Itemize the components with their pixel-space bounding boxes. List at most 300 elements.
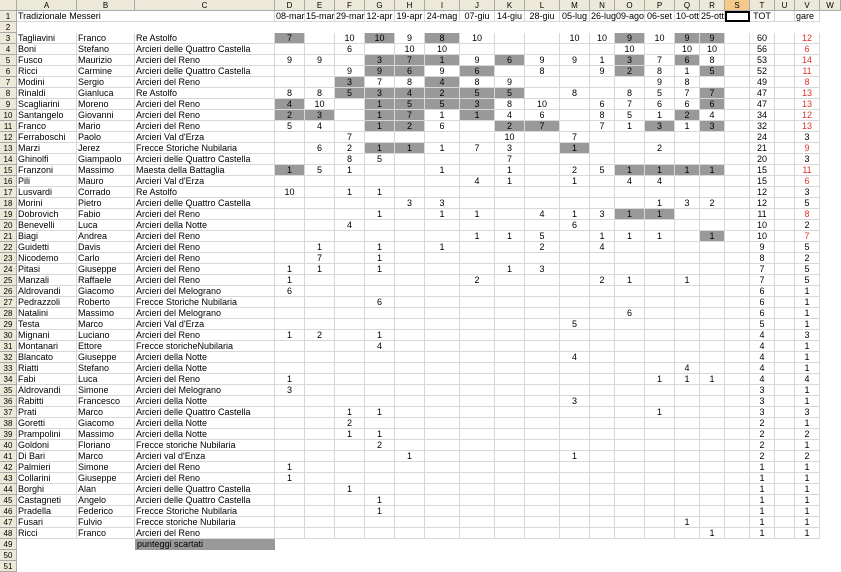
score-cell[interactable] <box>495 385 525 396</box>
gare-count-cell[interactable]: 5 <box>795 198 820 209</box>
score-cell[interactable] <box>395 418 425 429</box>
score-cell[interactable]: 3 <box>525 264 560 275</box>
score-cell[interactable] <box>335 242 365 253</box>
score-cell[interactable] <box>335 374 365 385</box>
score-cell[interactable]: 1 <box>365 407 395 418</box>
last-name-cell[interactable]: Benevelli <box>17 220 77 231</box>
first-name-cell[interactable]: Mario <box>77 121 135 132</box>
score-cell[interactable] <box>590 352 615 363</box>
score-cell[interactable] <box>495 528 525 539</box>
spacer-cell[interactable] <box>725 88 750 99</box>
score-cell[interactable] <box>525 220 560 231</box>
date-header[interactable]: 29-mar <box>336 11 365 21</box>
total-cell[interactable]: 52 <box>750 66 775 77</box>
spacer-cell[interactable] <box>725 308 750 319</box>
score-cell[interactable]: 1 <box>460 231 495 242</box>
score-cell[interactable]: 6 <box>645 99 675 110</box>
score-cell[interactable] <box>615 143 645 154</box>
score-cell[interactable] <box>525 341 560 352</box>
spacer-cell[interactable] <box>775 110 795 121</box>
score-cell[interactable] <box>275 396 305 407</box>
spacer-cell[interactable] <box>775 396 795 407</box>
discarded-score-cell[interactable]: 2 <box>675 110 700 121</box>
score-cell[interactable] <box>395 220 425 231</box>
score-cell[interactable] <box>395 253 425 264</box>
score-cell[interactable] <box>615 220 645 231</box>
score-cell[interactable]: 1 <box>365 495 395 506</box>
score-cell[interactable]: 7 <box>460 143 495 154</box>
discarded-score-cell[interactable]: 3 <box>645 121 675 132</box>
score-cell[interactable]: 3 <box>395 198 425 209</box>
score-cell[interactable]: 10 <box>335 33 365 44</box>
score-cell[interactable] <box>460 187 495 198</box>
score-cell[interactable] <box>495 517 525 528</box>
score-cell[interactable]: 6 <box>305 143 335 154</box>
score-cell[interactable]: 8 <box>590 110 615 121</box>
discarded-score-cell[interactable]: 7 <box>395 110 425 121</box>
spacer-cell[interactable] <box>775 187 795 198</box>
spacer-cell[interactable] <box>725 231 750 242</box>
score-cell[interactable] <box>615 374 645 385</box>
score-cell[interactable] <box>495 220 525 231</box>
total-cell[interactable]: 15 <box>750 176 775 187</box>
score-cell[interactable]: 1 <box>335 187 365 198</box>
score-cell[interactable] <box>675 286 700 297</box>
total-cell[interactable]: 6 <box>750 308 775 319</box>
score-cell[interactable]: 1 <box>425 143 460 154</box>
score-cell[interactable] <box>700 407 725 418</box>
gare-count-cell[interactable]: 11 <box>795 66 820 77</box>
spacer-cell[interactable] <box>725 506 750 517</box>
discarded-score-cell[interactable]: 10 <box>365 33 395 44</box>
first-name-cell[interactable]: Fulvio <box>77 517 135 528</box>
spacer-cell[interactable] <box>775 407 795 418</box>
total-cell[interactable]: 4 <box>750 330 775 341</box>
score-cell[interactable] <box>335 198 365 209</box>
score-cell[interactable]: 10 <box>495 132 525 143</box>
score-cell[interactable] <box>560 77 590 88</box>
score-cell[interactable] <box>615 319 645 330</box>
score-cell[interactable] <box>460 132 495 143</box>
spacer-cell[interactable] <box>725 154 750 165</box>
discarded-score-cell[interactable]: 1 <box>700 231 725 242</box>
discarded-score-cell[interactable]: 1 <box>460 110 495 121</box>
score-cell[interactable] <box>615 451 645 462</box>
discarded-score-cell[interactable]: 1 <box>675 165 700 176</box>
first-name-cell[interactable]: Andrea <box>77 231 135 242</box>
score-cell[interactable] <box>275 231 305 242</box>
discarded-score-cell[interactable]: 5 <box>495 88 525 99</box>
score-cell[interactable] <box>425 396 460 407</box>
score-cell[interactable] <box>700 484 725 495</box>
gare-count-cell[interactable]: 6 <box>795 44 820 55</box>
last-name-cell[interactable]: Aldrovandi <box>17 385 77 396</box>
last-name-cell[interactable]: Franco <box>17 121 77 132</box>
club-cell[interactable]: Arcieri del Reno <box>135 209 275 220</box>
discarded-score-cell[interactable]: 7 <box>700 88 725 99</box>
score-cell[interactable]: 8 <box>275 88 305 99</box>
score-cell[interactable] <box>675 440 700 451</box>
score-cell[interactable] <box>525 176 560 187</box>
club-cell[interactable]: Arcieri del Melograno <box>135 308 275 319</box>
gare-count-cell[interactable]: 5 <box>795 275 820 286</box>
score-cell[interactable] <box>395 308 425 319</box>
row-header[interactable]: 35 <box>0 385 17 396</box>
last-name-cell[interactable]: Castagneti <box>17 495 77 506</box>
discarded-score-cell[interactable]: 9 <box>365 66 395 77</box>
score-cell[interactable]: 5 <box>525 231 560 242</box>
score-cell[interactable] <box>700 330 725 341</box>
last-name-cell[interactable]: Pitasi <box>17 264 77 275</box>
score-cell[interactable] <box>275 418 305 429</box>
score-cell[interactable] <box>590 88 615 99</box>
score-cell[interactable] <box>460 418 495 429</box>
score-cell[interactable] <box>675 187 700 198</box>
score-cell[interactable] <box>675 297 700 308</box>
score-cell[interactable]: 9 <box>525 55 560 66</box>
score-cell[interactable] <box>335 385 365 396</box>
score-cell[interactable] <box>525 495 560 506</box>
spacer-cell[interactable] <box>725 253 750 264</box>
gare-count-cell[interactable]: 14 <box>795 55 820 66</box>
score-cell[interactable] <box>645 286 675 297</box>
score-cell[interactable]: 1 <box>645 407 675 418</box>
gare-count-cell[interactable]: 3 <box>795 330 820 341</box>
score-cell[interactable] <box>525 308 560 319</box>
total-cell[interactable]: 15 <box>750 165 775 176</box>
score-cell[interactable] <box>365 132 395 143</box>
score-cell[interactable] <box>395 231 425 242</box>
total-cell[interactable]: 20 <box>750 154 775 165</box>
column-header-q[interactable]: Q <box>675 0 700 11</box>
score-cell[interactable] <box>395 363 425 374</box>
discarded-score-cell[interactable]: 4 <box>275 99 305 110</box>
row-header[interactable]: 25 <box>0 275 17 286</box>
score-cell[interactable] <box>365 385 395 396</box>
column-header-m[interactable]: M <box>560 0 590 11</box>
score-cell[interactable] <box>305 528 335 539</box>
club-cell[interactable]: Arcieri delle Quattro Castella <box>135 66 275 77</box>
score-cell[interactable] <box>305 495 335 506</box>
score-cell[interactable]: 1 <box>590 231 615 242</box>
first-name-cell[interactable]: Pietro <box>77 198 135 209</box>
row-header[interactable]: 45 <box>0 495 17 506</box>
discarded-score-cell[interactable]: 7 <box>395 55 425 66</box>
score-cell[interactable]: 4 <box>560 352 590 363</box>
club-cell[interactable]: Frecce Storiche Nubilaria <box>135 297 275 308</box>
score-cell[interactable] <box>590 495 615 506</box>
row-header[interactable]: 16 <box>0 176 17 187</box>
club-cell[interactable]: Arcieri del Reno <box>135 121 275 132</box>
score-cell[interactable] <box>395 275 425 286</box>
score-cell[interactable]: 4 <box>615 176 645 187</box>
last-name-cell[interactable]: Dobrovich <box>17 209 77 220</box>
row-header[interactable]: 2 <box>0 22 17 33</box>
score-cell[interactable] <box>335 473 365 484</box>
total-cell[interactable]: 34 <box>750 110 775 121</box>
row-header[interactable]: 23 <box>0 253 17 264</box>
score-cell[interactable] <box>700 77 725 88</box>
score-cell[interactable] <box>425 495 460 506</box>
row-header[interactable]: 43 <box>0 473 17 484</box>
score-cell[interactable] <box>365 319 395 330</box>
score-cell[interactable] <box>460 253 495 264</box>
first-name-cell[interactable]: Ettore <box>77 341 135 352</box>
row-header[interactable]: 34 <box>0 374 17 385</box>
score-cell[interactable] <box>590 462 615 473</box>
row-header[interactable]: 47 <box>0 517 17 528</box>
spacer-cell[interactable] <box>725 77 750 88</box>
score-cell[interactable] <box>275 528 305 539</box>
score-cell[interactable] <box>560 187 590 198</box>
spacer-cell[interactable] <box>725 187 750 198</box>
score-cell[interactable] <box>460 451 495 462</box>
discarded-score-cell[interactable]: 3 <box>365 55 395 66</box>
score-cell[interactable] <box>645 495 675 506</box>
score-cell[interactable] <box>305 484 335 495</box>
spacer-cell[interactable] <box>725 517 750 528</box>
club-cell[interactable]: Frecce storicheNubilaria <box>135 341 275 352</box>
score-cell[interactable] <box>590 132 615 143</box>
score-cell[interactable] <box>425 319 460 330</box>
gare-count-cell[interactable]: 1 <box>795 396 820 407</box>
score-cell[interactable] <box>335 495 365 506</box>
score-cell[interactable]: 6 <box>525 110 560 121</box>
total-cell[interactable]: 11 <box>750 209 775 220</box>
spacer-cell[interactable] <box>775 473 795 484</box>
score-cell[interactable] <box>425 418 460 429</box>
score-cell[interactable]: 5 <box>590 165 615 176</box>
first-name-cell[interactable]: Mauro <box>77 176 135 187</box>
score-cell[interactable] <box>525 275 560 286</box>
score-cell[interactable] <box>615 385 645 396</box>
spacer-cell[interactable] <box>725 418 750 429</box>
row-header[interactable]: 29 <box>0 319 17 330</box>
score-cell[interactable] <box>460 165 495 176</box>
score-cell[interactable] <box>560 242 590 253</box>
total-cell[interactable]: 9 <box>750 242 775 253</box>
spacer-cell[interactable] <box>775 143 795 154</box>
score-cell[interactable] <box>275 44 305 55</box>
score-cell[interactable] <box>275 429 305 440</box>
total-cell[interactable]: 47 <box>750 99 775 110</box>
spacer-cell[interactable] <box>725 528 750 539</box>
score-cell[interactable] <box>560 363 590 374</box>
score-cell[interactable] <box>335 528 365 539</box>
club-cell[interactable]: Arcieri delle Quattro Castella <box>135 44 275 55</box>
score-cell[interactable] <box>395 440 425 451</box>
score-cell[interactable]: 8 <box>495 99 525 110</box>
last-name-cell[interactable]: Boni <box>17 44 77 55</box>
row-header[interactable]: 27 <box>0 297 17 308</box>
spacer-cell[interactable] <box>775 462 795 473</box>
score-cell[interactable] <box>460 154 495 165</box>
score-cell[interactable]: 1 <box>275 374 305 385</box>
discarded-score-cell[interactable]: 6 <box>495 55 525 66</box>
club-cell[interactable]: Arcieri Val d'Erza <box>135 176 275 187</box>
row-header[interactable]: 11 <box>0 121 17 132</box>
score-cell[interactable] <box>305 154 335 165</box>
score-cell[interactable] <box>590 528 615 539</box>
date-header[interactable]: 19-apr <box>395 11 425 22</box>
score-cell[interactable]: 1 <box>365 187 395 198</box>
score-cell[interactable] <box>560 297 590 308</box>
row-header[interactable]: 17 <box>0 187 17 198</box>
score-cell[interactable] <box>460 220 495 231</box>
row-header[interactable]: 22 <box>0 242 17 253</box>
discarded-score-cell[interactable]: 2 <box>495 121 525 132</box>
discarded-score-cell[interactable]: 2 <box>425 88 460 99</box>
last-name-cell[interactable]: Modini <box>17 77 77 88</box>
score-cell[interactable]: 1 <box>365 242 395 253</box>
row-header[interactable]: 42 <box>0 462 17 473</box>
spacer-cell[interactable] <box>725 385 750 396</box>
spacer-cell[interactable] <box>725 209 750 220</box>
score-cell[interactable] <box>675 209 700 220</box>
score-cell[interactable] <box>305 275 335 286</box>
column-header-i[interactable]: I <box>425 0 460 11</box>
gare-count-cell[interactable]: 13 <box>795 88 820 99</box>
score-cell[interactable]: 8 <box>645 66 675 77</box>
score-cell[interactable] <box>675 473 700 484</box>
total-cell[interactable]: 1 <box>750 506 775 517</box>
first-name-cell[interactable]: Franco <box>77 33 135 44</box>
score-cell[interactable] <box>365 308 395 319</box>
score-cell[interactable] <box>560 418 590 429</box>
club-cell[interactable]: Arcieri del Reno <box>135 231 275 242</box>
row-header[interactable]: 5 <box>0 55 17 66</box>
score-cell[interactable] <box>425 341 460 352</box>
score-cell[interactable] <box>615 363 645 374</box>
score-cell[interactable]: 6 <box>590 99 615 110</box>
gare-count-cell[interactable]: 1 <box>795 495 820 506</box>
score-cell[interactable] <box>395 374 425 385</box>
total-cell[interactable]: 12 <box>750 198 775 209</box>
gare-count-cell[interactable]: 13 <box>795 99 820 110</box>
score-cell[interactable] <box>275 220 305 231</box>
score-cell[interactable] <box>645 363 675 374</box>
score-cell[interactable] <box>645 319 675 330</box>
score-cell[interactable]: 9 <box>460 55 495 66</box>
score-cell[interactable]: 1 <box>615 275 645 286</box>
club-cell[interactable]: Arcieri della Notte <box>135 396 275 407</box>
first-name-cell[interactable]: Marco <box>77 451 135 462</box>
score-cell[interactable] <box>275 297 305 308</box>
row-header[interactable]: 39 <box>0 429 17 440</box>
score-cell[interactable] <box>560 517 590 528</box>
score-cell[interactable]: 7 <box>645 55 675 66</box>
gare-count-cell[interactable]: 3 <box>795 407 820 418</box>
score-cell[interactable] <box>675 176 700 187</box>
spacer-cell[interactable] <box>775 308 795 319</box>
score-cell[interactable] <box>525 528 560 539</box>
spacer-cell[interactable] <box>775 330 795 341</box>
spacer-cell[interactable] <box>775 506 795 517</box>
score-cell[interactable] <box>495 308 525 319</box>
score-cell[interactable] <box>335 121 365 132</box>
score-cell[interactable] <box>615 253 645 264</box>
spacer-cell[interactable] <box>775 528 795 539</box>
spacer-cell[interactable] <box>725 363 750 374</box>
score-cell[interactable]: 1 <box>365 330 395 341</box>
score-cell[interactable]: 1 <box>615 231 645 242</box>
discarded-score-cell[interactable]: 1 <box>615 209 645 220</box>
row-header[interactable]: 1 <box>0 11 17 22</box>
score-cell[interactable] <box>590 517 615 528</box>
score-cell[interactable] <box>590 407 615 418</box>
total-cell[interactable]: 8 <box>750 253 775 264</box>
last-name-cell[interactable]: Prati <box>17 407 77 418</box>
score-cell[interactable] <box>395 473 425 484</box>
date-header[interactable]: 09-ago <box>616 11 645 21</box>
score-cell[interactable] <box>590 198 615 209</box>
gare-count-cell[interactable]: 1 <box>795 341 820 352</box>
score-cell[interactable] <box>335 462 365 473</box>
score-cell[interactable] <box>525 462 560 473</box>
spacer-cell[interactable] <box>725 242 750 253</box>
score-cell[interactable]: 3 <box>495 143 525 154</box>
score-cell[interactable] <box>645 451 675 462</box>
score-cell[interactable] <box>365 231 395 242</box>
score-cell[interactable] <box>645 242 675 253</box>
score-cell[interactable] <box>675 528 700 539</box>
score-cell[interactable]: 1 <box>365 429 395 440</box>
club-cell[interactable]: Re Astolfo <box>135 88 275 99</box>
score-cell[interactable] <box>365 374 395 385</box>
score-cell[interactable] <box>365 396 395 407</box>
score-cell[interactable] <box>590 308 615 319</box>
score-cell[interactable]: 3 <box>425 198 460 209</box>
gare-count-cell[interactable]: 1 <box>795 473 820 484</box>
last-name-cell[interactable]: Goretti <box>17 418 77 429</box>
score-cell[interactable]: 10 <box>645 33 675 44</box>
score-cell[interactable] <box>425 407 460 418</box>
total-cell[interactable]: 1 <box>750 495 775 506</box>
total-cell[interactable]: 1 <box>750 462 775 473</box>
score-cell[interactable] <box>365 220 395 231</box>
total-cell[interactable]: 53 <box>750 55 775 66</box>
spacer-cell[interactable] <box>775 77 795 88</box>
discarded-score-cell[interactable]: 9 <box>700 33 725 44</box>
score-cell[interactable] <box>425 484 460 495</box>
score-cell[interactable] <box>525 297 560 308</box>
score-cell[interactable] <box>335 517 365 528</box>
score-cell[interactable] <box>590 374 615 385</box>
score-cell[interactable] <box>275 66 305 77</box>
score-cell[interactable]: 7 <box>675 88 700 99</box>
club-cell[interactable]: Arcieri del Reno <box>135 77 275 88</box>
score-cell[interactable] <box>560 99 590 110</box>
score-cell[interactable] <box>615 429 645 440</box>
score-cell[interactable] <box>335 352 365 363</box>
total-cell[interactable]: 24 <box>750 132 775 143</box>
score-cell[interactable]: 1 <box>675 275 700 286</box>
score-cell[interactable] <box>675 242 700 253</box>
score-cell[interactable] <box>675 429 700 440</box>
last-name-cell[interactable]: Ricci <box>17 528 77 539</box>
row-header[interactable]: 6 <box>0 66 17 77</box>
score-cell[interactable]: 2 <box>365 440 395 451</box>
spacer-cell[interactable] <box>725 374 750 385</box>
last-name-cell[interactable]: Ferraboschi <box>17 132 77 143</box>
score-cell[interactable] <box>700 352 725 363</box>
club-cell[interactable]: Frecce storiche Nubilaria <box>135 440 275 451</box>
score-cell[interactable]: 1 <box>335 484 365 495</box>
score-cell[interactable]: 2 <box>335 418 365 429</box>
spacer-cell[interactable] <box>775 209 795 220</box>
spacer-cell[interactable] <box>775 341 795 352</box>
first-name-cell[interactable]: Paolo <box>77 132 135 143</box>
